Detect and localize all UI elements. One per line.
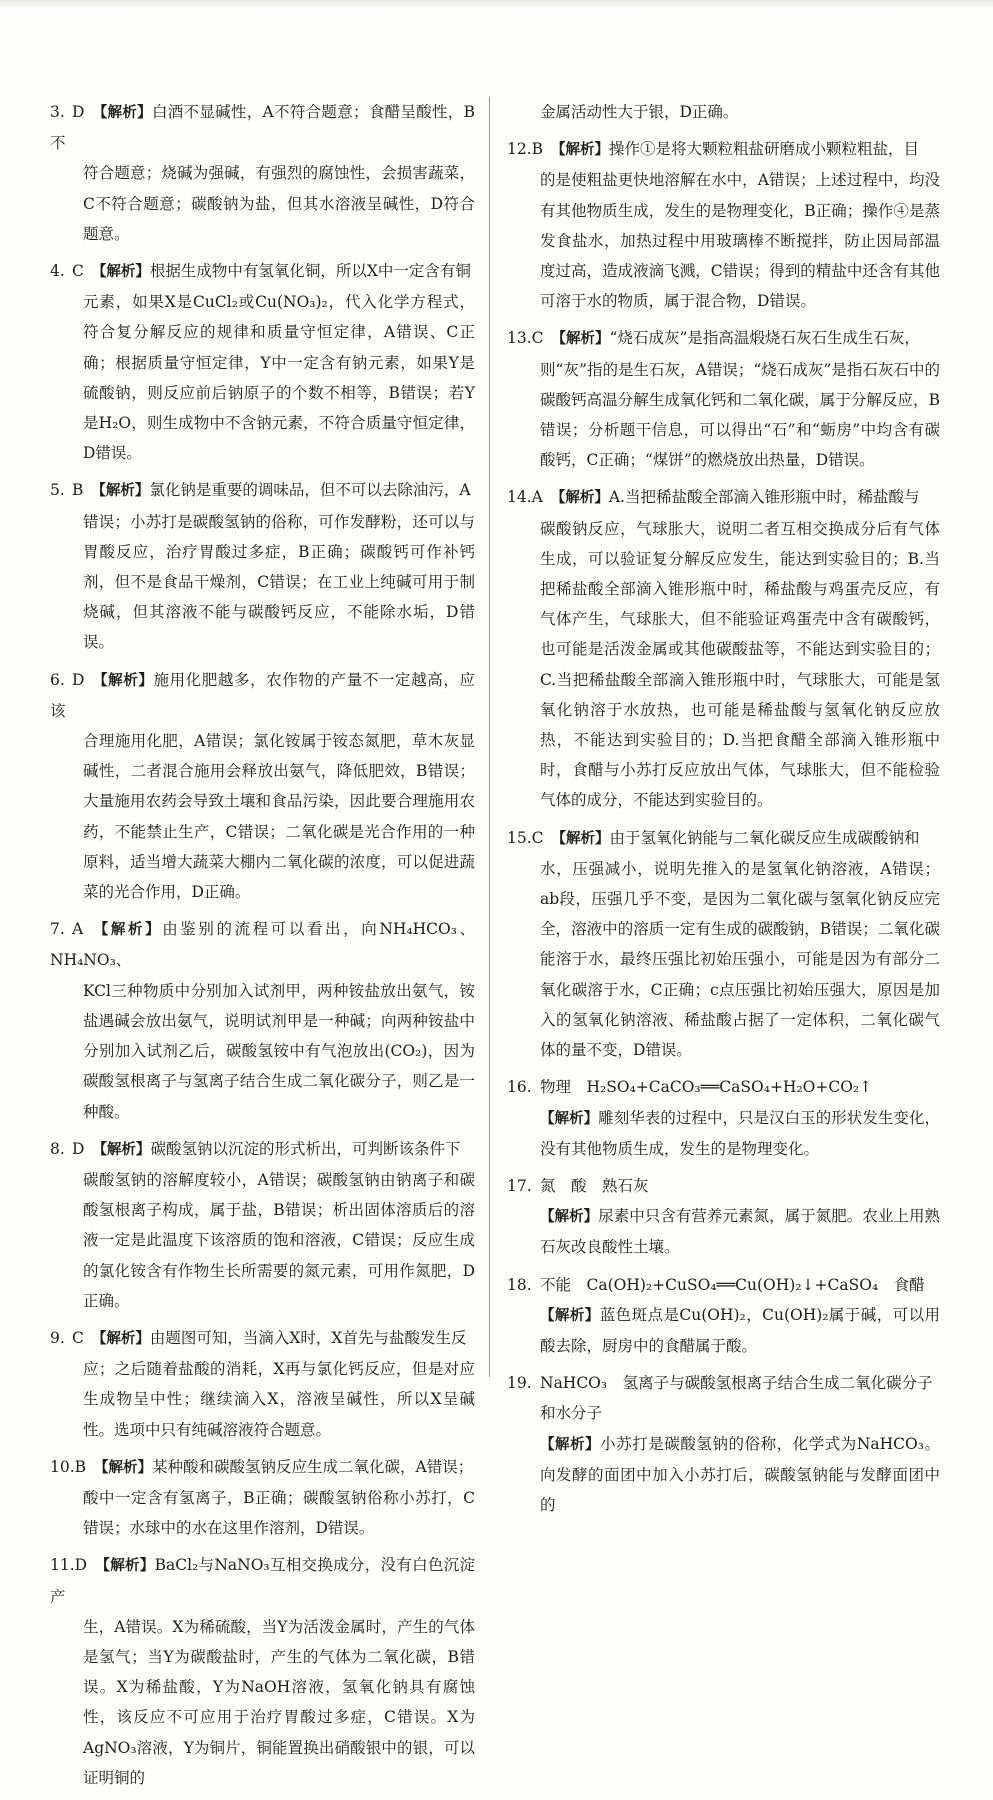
answer-item-3: 3. D 【解析】白酒不显碱性，A不符合题意；食醋呈酸性，B不 符合题意；烧碱为强碱，有强烈的腐蚀性，会损害蔬菜，C不符合题意；碳酸钠为盐，但其水溶液呈碱性，D符合题意。 <box>50 103 475 243</box>
left-column <box>50 97 475 1800</box>
answer-item-11: 11.D 【解析】BaCl₂与NaNO₃互相交换成分，没有白色沉淀产 生，A错误。X为稀硫酸，当Y为活泼金属时，产生的气体是氢气；当Y为碳酸盐时，产生的气体为二氧化碳，B错误。X为稀盐酸，Y为NaOH溶液，氢氧化钠具有腐蚀性，该反应不可应用于治疗胃酸过多症，C错误。X为AgNO₃溶液，Y为铜片，铜能置换出硝酸银中的银，可以证明铜的 <box>50 1556 476 1787</box>
answer-item-12: 12.B 【解析】操作①是将大颗粒粗盐研磨成小颗粒粗盐，目 的是使粗盐更快地溶解在水中，A错误；上述过程中，均没有其他物质生成，发生的是物理变化，B正确；操作④是蒸发食盐水，加热过程中用玻璃棒不断搅拌，防止因局部温度过高，造成液滴飞溅，C错误；得到的精盐中还含有其他可溶于水的物质，属于混合物，D错误。 <box>507 140 940 311</box>
answer-item-13: 13.C 【解析】“烧石成灰”是指高温煅烧石灰石生成生石灰， 则“灰”指的是生石灰，A错误；“烧石成灰”是指石灰石中的碳酸钙高温分解生成氧化钙和二氧化碳，属于分解反应，B错误；分析题干信息，可以得出“石”和“蛎房”中均含有碳酸钙，C正确；“煤饼”的燃烧放出热量，D错误。 <box>507 329 940 470</box>
answer-item-8: 8. D 【解析】碳酸氢钠以沉淀的形式析出，可判断该条件下 碳酸氢钠的溶解度较小，A错误；碳酸氢钠由钠离子和碳酸氢根离子构成，属于盐，B错误；析出固体溶质后的溶液一定是此温度下该溶质的饱和溶液，C错误；反应生成的氯化铵含有作物生长所需要的氮元素，可用作氮肥，D正确。 <box>50 1139 475 1310</box>
answer-item-11-continued: 金属活动性大于银，D正确。 <box>540 103 739 121</box>
answer-item-16: 16. 物理 H₂SO₄+CaCO₃══CaSO₄+H₂O+CO₂↑ 【解析】雕刻华表的过程中，只是汉白玉的形状发生变化，没有其他物质生成，发生的是物理变化。 <box>507 1078 941 1158</box>
answer-item-9: 9. C 【解析】由题图可知，当滴入X时，X首先与盐酸发生反 应；之后随着盐酸的消耗，X再与氯化钙反应，但是对应生成物呈中性；继续滴入X，溶液呈碱性，所以X呈碱性。选项中只有纯碱溶液符合题意。 <box>50 1328 475 1439</box>
column-divider <box>489 97 490 1377</box>
answer-item-18: 18. 不能 Ca(OH)₂+CuSO₄══Cu(OH)₂↓+CaSO₄ 食醋 【解析】蓝色斑点是Cu(OH)₂，Cu(OH)₂属于碱，可以用酸去除，厨房中的食醋属于酸。 <box>507 1275 941 1355</box>
answer-item-10: 10.B 【解析】某种酸和碳酸氢钠反应生成二氧化碳，A错误； 酸中一定含有氢离子，B正确；碳酸氢钠俗称小苏打，C错误；水球中的水在这里作溶剂，D错误。 <box>50 1457 475 1538</box>
answer-item-7: 7. A 【解析】由鉴别的流程可以看出，向NH₄HCO₃、NH₄NO₃、 KCl三种物质中分别加入试剂甲，两种铵盐放出氨气，铵盐遇碱会放出氨气，说明试剂甲是一种碱；向两种铵盐中分别加入试剂乙后，碳酸氢铵中有气泡放出(CO₂)，因为碳酸氢根离子与氢离子结合生成二氧化碳分子，则乙是一种酸。 <box>50 920 476 1121</box>
answer-item-5: 5. B 【解析】氯化钠是重要的调味品，但不可以去除油污，A 错误；小苏打是碳酸氢钠的俗称，可作发酵粉，还可以与胃酸反应，治疗胃酸过多症，B正确；碳酸钙可作补钙剂，但不是食品干燥剂，C错误；在工业上纯碱可用于制烧碱，但其溶液不能与碳酸钙反应，不能除水垢，D错误。 <box>50 481 475 652</box>
answer-item-6: 6. D 【解析】施用化肥越多，农作物的产量不一定越高，应该 合理施用化肥，A错误；氯化铵属于铵态氮肥，草木灰显碱性，二者混合施用会释放出氨气，降低肥效，B错误；大量施用农药会导致土壤和食品污染，因此要合理施用农药，不能禁止生产，C错误；二氧化碳是光合作用的一种原料，适当增大蔬菜大棚内二氧化碳的浓度，可以促进蔬菜的光合作用，D正确。 <box>50 670 475 902</box>
answer-item-15: 15.C 【解析】由于氢氧化钠能与二氧化碳反应生成碳酸钠和 水，压强减小，说明先推入的是氢氧化钠溶液，A错误；ab段，压强几乎不变，是因为二氧化碳与氢氧化钠反应完全，溶液中的溶质一定有生成的碳酸钠，B错误；二氧化碳能溶于水，最终压强比初始压强小，可能是因为有部分二氧化碳溶于水，C正确；c点压强比初始压强大，原因是加入的氢氧化钠溶液、稀盐酸占据了一定体积，二氧化碳气体的量不变，D错误。 <box>507 828 940 1060</box>
answer-item-19: 19. NaHCO₃ 氢离子与碳酸氢根离子结合生成二氧化碳分子 和水分子 【解析】小苏打是碳酸氢钠的俗称，化学式为NaHCO₃。向发酵的面团中加入小苏打后，碳酸氢钠能与发酵面团中的 <box>507 1374 940 1514</box>
answer-item-14: 14.A 【解析】A.当把稀盐酸全部滴入锥形瓶中时，稀盐酸与 碳酸钠反应，气球胀大，说明二者互相交换成分后有气体生成，可以验证复分解反应发生，能达到实验目的；B.当把稀盐酸全部滴入锥形瓶中时，稀盐酸与鸡蛋壳反应，有气体产生，气球胀大，但不能验证鸡蛋壳中含有碳酸钙，也可能是活泼金属或其他碳酸盐等，不能达到实验目的；C.当把稀盐酸全部滴入锥形瓶中时，气球胀大，可能是氢氧化钠溶于水放热，也可能是稀盐酸与氢氧化钠反应放热，不能达到实验目的；D.当把食醋全部滴入锥形瓶中时，食醋与小苏打反应放出气体，气球胀大，但不能检验气体的成分，不能达到实验目的。 <box>507 488 940 810</box>
answer-item-17: 17. 氮 酸 熟石灰 【解析】尿素中只含有营养元素氮，属于氮肥。农业上用熟石灰改良酸性土壤。 <box>507 1176 941 1257</box>
page-top-edge <box>0 0 993 10</box>
right-column <box>507 97 940 1527</box>
answer-item-4: 4. C 【解析】根据生成物中有氢氧化铜，所以X中一定含有铜 元素，如果X是CuCl₂或Cu(NO₃)₂，代入化学方程式，符合复分解反应的规律和质量守恒定律，A错误、C正确；根据质量守恒定律，Y中一定含有钠元素，如果Y是硫酸钠，则反应前后钠原子的个数不相等，B错误；若Y是H₂O，则生成物中不含钠元素，不符合质量守恒定律，D错误。 <box>50 262 475 463</box>
